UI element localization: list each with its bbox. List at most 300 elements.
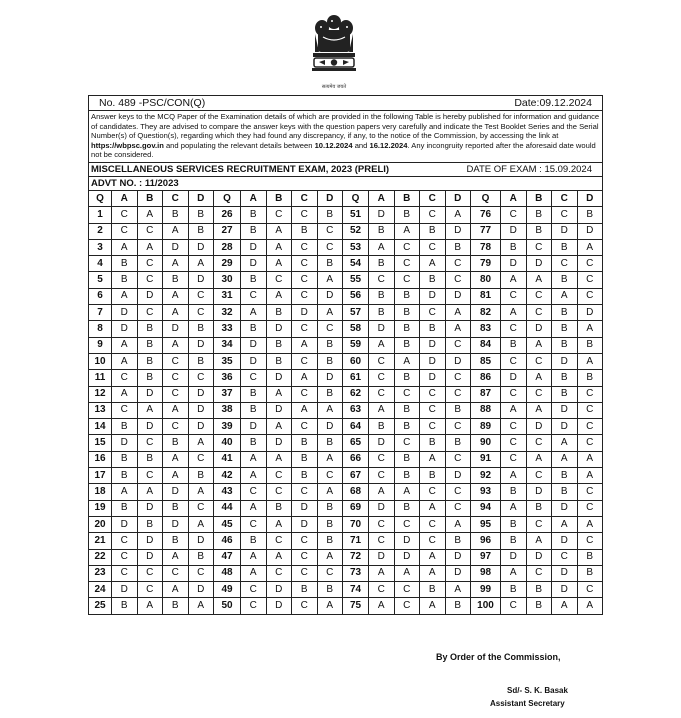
answer-cell: A — [445, 207, 471, 223]
answer-cell: A — [112, 239, 138, 255]
answer-cell: D — [266, 370, 292, 386]
intro-text-2: and populating the relevant details between — [163, 140, 315, 150]
answer-cell: B — [501, 484, 527, 500]
answer-cell: B — [501, 582, 527, 598]
answer-cell: D — [526, 549, 552, 565]
portal-link[interactable]: https://wbpsc.gov.in — [91, 140, 164, 150]
answer-cell: B — [317, 582, 343, 598]
answer-cell: B — [445, 435, 471, 451]
answer-cell: B — [266, 305, 292, 321]
question-number-cell: 57 — [343, 305, 369, 321]
answer-cell: A — [317, 549, 343, 565]
answer-cell: D — [526, 256, 552, 272]
answer-cell: C — [577, 500, 603, 516]
answer-cell: C — [241, 370, 267, 386]
answer-cell: B — [188, 321, 214, 337]
answer-cell: A — [577, 321, 603, 337]
question-number-cell: 41 — [214, 451, 241, 467]
question-number-cell: 34 — [214, 337, 241, 353]
answer-cell: A — [369, 484, 395, 500]
answer-cell: C — [577, 272, 603, 288]
answer-cell: C — [137, 272, 163, 288]
answer-cell: D — [445, 549, 471, 565]
answer-cell: A — [163, 451, 189, 467]
answer-cell: C — [394, 516, 420, 532]
answer-cell: A — [577, 239, 603, 255]
answer-cell: C — [577, 533, 603, 549]
answer-cell: B — [188, 223, 214, 239]
answer-cell: C — [292, 321, 318, 337]
answer-cell: D — [188, 337, 214, 353]
answer-cell: A — [241, 468, 267, 484]
answer-cell: C — [163, 353, 189, 369]
answer-cell: B — [369, 256, 395, 272]
answer-cell: C — [445, 500, 471, 516]
answer-cell: A — [369, 239, 395, 255]
answer-cell: D — [163, 239, 189, 255]
intro-text-3: and — [352, 140, 370, 150]
answer-cell: A — [266, 549, 292, 565]
question-number-cell: 46 — [214, 533, 241, 549]
header-cell: B — [394, 190, 420, 206]
question-number-cell: 17 — [89, 468, 112, 484]
answer-cell: C — [420, 484, 446, 500]
answer-cell: A — [369, 565, 395, 581]
answer-cell: C — [526, 288, 552, 304]
answer-cell: C — [552, 549, 578, 565]
exam-date: DATE OF EXAM : 15.09.2024 — [466, 163, 592, 175]
answer-cell: C — [420, 402, 446, 418]
answer-cell: D — [112, 582, 138, 598]
answer-cell: C — [420, 207, 446, 223]
answer-cell: A — [317, 305, 343, 321]
answer-cell: B — [394, 468, 420, 484]
answer-cell: A — [420, 500, 446, 516]
answer-cell: B — [188, 207, 214, 223]
answer-cell: C — [266, 468, 292, 484]
answer-cell: C — [292, 598, 318, 614]
answer-cell: D — [445, 223, 471, 239]
answer-cell: D — [526, 419, 552, 435]
answer-cell: D — [552, 582, 578, 598]
answer-cell: A — [577, 451, 603, 467]
answer-cell: D — [163, 516, 189, 532]
answer-cell: B — [420, 321, 446, 337]
answer-cell: C — [577, 582, 603, 598]
answer-cell: B — [112, 468, 138, 484]
question-number-cell: 30 — [214, 272, 241, 288]
answer-cell: A — [112, 288, 138, 304]
question-number-cell: 64 — [343, 419, 369, 435]
table-row — [89, 370, 603, 386]
answer-cell: D — [420, 288, 446, 304]
answer-cell: D — [266, 435, 292, 451]
header-cell: B — [526, 190, 552, 206]
answer-cell: C — [526, 305, 552, 321]
answer-cell: B — [292, 468, 318, 484]
header-cell: B — [137, 190, 163, 206]
answer-cell: D — [292, 500, 318, 516]
question-number-cell: 13 — [89, 402, 112, 418]
question-number-cell: 12 — [89, 386, 112, 402]
answer-cell: B — [394, 207, 420, 223]
answer-cell: A — [317, 598, 343, 614]
table-row — [89, 500, 603, 516]
answer-cell: D — [188, 239, 214, 255]
answer-cell: C — [112, 402, 138, 418]
answer-cell: B — [577, 337, 603, 353]
answer-cell: B — [112, 272, 138, 288]
question-number-cell: 83 — [471, 321, 501, 337]
answer-cell: D — [369, 435, 395, 451]
table-row — [89, 272, 603, 288]
answer-cell: B — [552, 272, 578, 288]
answer-cell: C — [501, 451, 527, 467]
table-row — [89, 549, 603, 565]
answer-cell: C — [526, 516, 552, 532]
question-number-cell: 84 — [471, 337, 501, 353]
answer-cell: D — [241, 353, 267, 369]
question-number-cell: 8 — [89, 321, 112, 337]
answer-cell: C — [188, 451, 214, 467]
question-number-cell: 96 — [471, 533, 501, 549]
answer-cell: B — [445, 598, 471, 614]
answer-cell: A — [241, 500, 267, 516]
answer-cell: A — [266, 239, 292, 255]
answer-cell: A — [552, 435, 578, 451]
question-number-cell: 39 — [214, 419, 241, 435]
answer-cell: C — [163, 419, 189, 435]
answer-cell: B — [394, 419, 420, 435]
header-cell: C — [552, 190, 578, 206]
answer-cell: B — [369, 305, 395, 321]
answer-cell: A — [394, 353, 420, 369]
question-number-cell: 11 — [89, 370, 112, 386]
answer-cell: C — [241, 484, 267, 500]
answer-cell: B — [577, 370, 603, 386]
answer-cell: D — [369, 207, 395, 223]
answer-cell: B — [501, 239, 527, 255]
notice-header — [88, 95, 603, 110]
answer-cell: C — [369, 533, 395, 549]
answer-cell: A — [420, 451, 446, 467]
answer-cell: A — [552, 451, 578, 467]
answer-cell: D — [137, 386, 163, 402]
answer-cell: C — [266, 565, 292, 581]
answer-cell: B — [394, 451, 420, 467]
answer-cell: C — [137, 468, 163, 484]
answer-cell: C — [241, 288, 267, 304]
answer-cell: A — [163, 305, 189, 321]
answer-cell: A — [394, 565, 420, 581]
answer-cell: A — [266, 419, 292, 435]
question-number-cell: 76 — [471, 207, 501, 223]
answer-cell: C — [577, 402, 603, 418]
answer-cell: B — [552, 386, 578, 402]
answer-cell: B — [112, 451, 138, 467]
answer-cell: B — [501, 516, 527, 532]
answer-cell: D — [394, 533, 420, 549]
table-row — [89, 468, 603, 484]
answer-cell: C — [577, 256, 603, 272]
answer-cell: B — [526, 207, 552, 223]
intro-text-4: . Any incongruity reported after the aforesaid date would not be considered. — [91, 140, 596, 160]
state-emblem-icon — [305, 12, 363, 82]
answer-cell: D — [552, 500, 578, 516]
answer-cell: C — [266, 207, 292, 223]
table-row — [89, 402, 603, 418]
answer-cell: C — [420, 386, 446, 402]
answer-cell: C — [369, 353, 395, 369]
question-number-cell: 14 — [89, 419, 112, 435]
question-number-cell: 92 — [471, 468, 501, 484]
answer-cell: C — [420, 305, 446, 321]
question-number-cell: 75 — [343, 598, 369, 614]
answer-cell: A — [501, 500, 527, 516]
question-number-cell: 50 — [214, 598, 241, 614]
answer-cell: B — [292, 451, 318, 467]
question-number-cell: 98 — [471, 565, 501, 581]
answer-cell: C — [526, 353, 552, 369]
answer-cell: C — [188, 370, 214, 386]
answer-cell: B — [112, 256, 138, 272]
answer-cell: A — [188, 598, 214, 614]
answer-cell: B — [266, 353, 292, 369]
answer-cell: C — [369, 582, 395, 598]
question-number-cell: 69 — [343, 500, 369, 516]
question-number-cell: 26 — [214, 207, 241, 223]
question-number-cell: 60 — [343, 353, 369, 369]
answer-cell: B — [188, 468, 214, 484]
question-number-cell: 25 — [89, 598, 112, 614]
question-number-cell: 90 — [471, 435, 501, 451]
answer-cell: B — [577, 207, 603, 223]
answer-cell: A — [112, 337, 138, 353]
question-number-cell: 16 — [89, 451, 112, 467]
answer-cell: B — [188, 353, 214, 369]
table-row — [89, 565, 603, 581]
question-number-cell: 100 — [471, 598, 501, 614]
answer-cell: C — [526, 239, 552, 255]
answer-cell: D — [266, 321, 292, 337]
answer-cell: D — [369, 321, 395, 337]
answer-cell: A — [526, 402, 552, 418]
answer-cell: C — [188, 288, 214, 304]
question-number-cell: 95 — [471, 516, 501, 532]
answer-cell: B — [394, 402, 420, 418]
answer-cell: D — [577, 223, 603, 239]
answer-cell: B — [420, 582, 446, 598]
answer-cell: B — [241, 386, 267, 402]
answer-cell: C — [266, 484, 292, 500]
answer-cell: A — [394, 484, 420, 500]
question-number-cell: 22 — [89, 549, 112, 565]
answer-cell: D — [394, 549, 420, 565]
question-number-cell: 74 — [343, 582, 369, 598]
answer-cell: A — [420, 598, 446, 614]
answer-cell: B — [163, 500, 189, 516]
answer-cell: C — [501, 435, 527, 451]
question-number-cell: 81 — [471, 288, 501, 304]
question-number-cell: 65 — [343, 435, 369, 451]
question-number-cell: 87 — [471, 386, 501, 402]
table-row — [89, 435, 603, 451]
answer-cell: C — [163, 370, 189, 386]
answer-cell: A — [526, 272, 552, 288]
answer-cell: C — [552, 207, 578, 223]
header-cell: Q — [89, 190, 112, 206]
emblem-motto: सत्यमेव जयते — [321, 84, 347, 90]
answer-cell: C — [317, 239, 343, 255]
answer-cell: C — [241, 516, 267, 532]
answer-cell: D — [163, 321, 189, 337]
answer-cell: A — [317, 402, 343, 418]
answer-cell: A — [266, 223, 292, 239]
answer-key-table — [88, 190, 603, 615]
answer-cell: D — [420, 370, 446, 386]
answer-cell: A — [526, 451, 552, 467]
question-number-cell: 40 — [214, 435, 241, 451]
question-number-cell: 99 — [471, 582, 501, 598]
header-cell: A — [112, 190, 138, 206]
header-cell: C — [420, 190, 446, 206]
question-number-cell: 27 — [214, 223, 241, 239]
answer-cell: C — [292, 239, 318, 255]
question-number-cell: 77 — [471, 223, 501, 239]
answer-cell: A — [292, 402, 318, 418]
answer-cell: B — [137, 337, 163, 353]
answer-cell: A — [317, 451, 343, 467]
answer-cell: C — [577, 419, 603, 435]
question-number-cell: 82 — [471, 305, 501, 321]
answer-cell: C — [317, 565, 343, 581]
memo-number: No. 489 -PSC/CON(Q) — [99, 97, 206, 109]
answer-cell: D — [137, 419, 163, 435]
header-cell: Q — [343, 190, 369, 206]
answer-cell: C — [112, 207, 138, 223]
answer-cell: D — [112, 321, 138, 337]
answer-cell: C — [292, 484, 318, 500]
answer-cell: C — [394, 239, 420, 255]
answer-cell: A — [577, 353, 603, 369]
answer-cell: B — [552, 484, 578, 500]
answer-cell: A — [266, 256, 292, 272]
answer-cell: D — [501, 256, 527, 272]
question-number-cell: 67 — [343, 468, 369, 484]
answer-cell: A — [317, 272, 343, 288]
answer-cell: C — [137, 435, 163, 451]
answer-cell: B — [137, 353, 163, 369]
table-row — [89, 516, 603, 532]
header-cell: C — [163, 190, 189, 206]
answer-cell: A — [292, 370, 318, 386]
answer-cell: D — [552, 402, 578, 418]
exam-title: MISCELLANEOUS SERVICES RECRUITMENT EXAM, 2023 (PRELI) — [91, 163, 390, 175]
question-number-cell: 15 — [89, 435, 112, 451]
answer-cell: C — [292, 256, 318, 272]
question-number-cell: 31 — [214, 288, 241, 304]
header-cell: A — [369, 190, 395, 206]
answer-cell: C — [394, 582, 420, 598]
table-header-row — [89, 190, 603, 206]
question-number-cell: 88 — [471, 402, 501, 418]
answer-cell: A — [163, 337, 189, 353]
answer-cell: A — [577, 516, 603, 532]
answer-cell: A — [526, 337, 552, 353]
question-number-cell: 58 — [343, 321, 369, 337]
question-number-cell: 37 — [214, 386, 241, 402]
answer-cell: D — [526, 484, 552, 500]
question-number-cell: 51 — [343, 207, 369, 223]
question-number-cell: 86 — [471, 370, 501, 386]
answer-cell: C — [526, 468, 552, 484]
answer-cell: B — [552, 468, 578, 484]
answer-cell: C — [292, 549, 318, 565]
answer-cell: C — [112, 565, 138, 581]
answer-cell: C — [445, 451, 471, 467]
answer-cell: C — [420, 419, 446, 435]
answer-cell: A — [266, 516, 292, 532]
question-number-cell: 7 — [89, 305, 112, 321]
designation: Assistant Secretary — [490, 699, 565, 708]
answer-cell: C — [501, 386, 527, 402]
answer-cell: D — [420, 353, 446, 369]
answer-cell: C — [445, 484, 471, 500]
answer-cell: A — [552, 288, 578, 304]
answer-cell: C — [137, 565, 163, 581]
answer-cell: A — [292, 337, 318, 353]
answer-cell: C — [188, 305, 214, 321]
answer-cell: B — [241, 272, 267, 288]
answer-cell: A — [577, 468, 603, 484]
answer-cell: D — [137, 288, 163, 304]
answer-cell: C — [112, 549, 138, 565]
answer-cell: C — [501, 321, 527, 337]
question-number-cell: 68 — [343, 484, 369, 500]
answer-cell: C — [394, 435, 420, 451]
table-row — [89, 239, 603, 255]
answer-cell: B — [317, 516, 343, 532]
answer-cell: B — [241, 207, 267, 223]
answer-cell: D — [317, 419, 343, 435]
answer-cell: A — [369, 402, 395, 418]
answer-cell: C — [266, 272, 292, 288]
answer-cell: D — [188, 272, 214, 288]
answer-cell: B — [137, 321, 163, 337]
answer-cell: A — [137, 484, 163, 500]
answer-cell: D — [317, 288, 343, 304]
answer-cell: B — [163, 272, 189, 288]
answer-cell: B — [420, 272, 446, 288]
notice-frame — [88, 95, 603, 615]
answer-cell: A — [163, 256, 189, 272]
answer-cell: D — [552, 533, 578, 549]
answer-cell: A — [317, 484, 343, 500]
answer-cell: C — [369, 386, 395, 402]
answer-cell: C — [394, 272, 420, 288]
answer-cell: D — [552, 223, 578, 239]
answer-cell: C — [445, 370, 471, 386]
answer-cell: A — [137, 598, 163, 614]
answer-cell: D — [163, 484, 189, 500]
answer-cell: C — [394, 386, 420, 402]
question-number-cell: 2 — [89, 223, 112, 239]
question-number-cell: 55 — [343, 272, 369, 288]
answer-cell: B — [394, 370, 420, 386]
answer-cell: D — [188, 582, 214, 598]
answer-cell: D — [501, 370, 527, 386]
answer-cell: A — [577, 598, 603, 614]
